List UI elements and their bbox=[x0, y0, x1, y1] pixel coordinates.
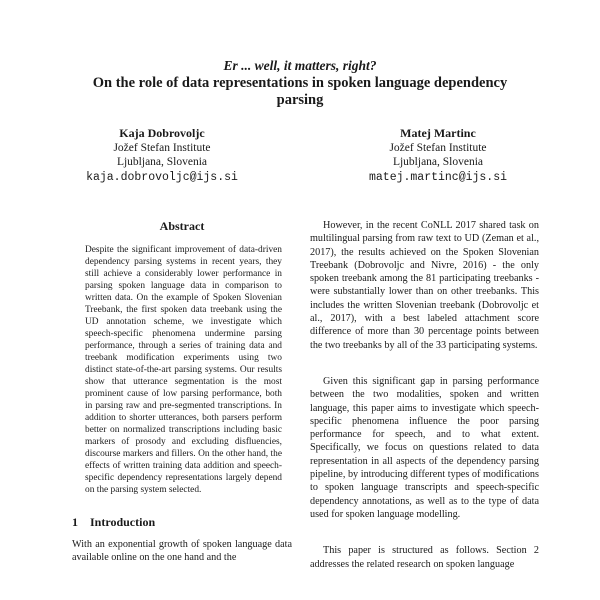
paper-subtitle: Er ... well, it matters, right? bbox=[223, 58, 377, 73]
right-column-paragraph-2: Given this significant gap in parsing performance between the two modalities, spoken and written language, this paper aims to investigate which speech-specific phenomena influence the poor parsing performance for speech, and to what extent. Specifically, we focus on questions related to data representation in all aspects of the dependency parsing pipeline, by introducing different types of modifications to spoken language transcripts and speech-specific dependency annotations, as well as to the type of data used for spoken language modelling. bbox=[310, 375, 539, 520]
author-1 bbox=[72, 126, 252, 185]
section-1-title: Introduction bbox=[90, 515, 156, 529]
author-2-name: Matej Martinc bbox=[400, 126, 476, 140]
two-column-body bbox=[72, 219, 538, 571]
abstract-text: Despite the significant improvement of data-driven dependency parsing systems in recent years, they still achieve a considerably lower performance in parsing spoken language data in comparison to written data. On the example of Spoken Slovenian Treebank, the first spoken data treebank using the UD annotation scheme, we investigate which speech-specific phenomena undermine parsing performance, through a series of training data and treebank modification experiments using two distinct state-of-the-art parsing systems. Our results show that utterance segmentation is the most prominent cause of low parsing performance, both in parsing raw and pre-segmented transcriptions. In addition to shorter utterances, both parsers perform better on normalized transcriptions including basic markers of prosody and excluding disfluencies, discourse markers and fillers. On the other hand, the effects of written training data addition and speech-specific dependency representations largely depend on the parsing system selected. bbox=[85, 245, 282, 495]
section-1-number: 1 bbox=[72, 515, 78, 529]
paper-title: On the role of data representations in spoken language dependency parsing bbox=[92, 75, 508, 108]
author-2-location: Ljubljana, Slovenia bbox=[392, 156, 484, 168]
author-2-email: matej.martinc@ijs.si bbox=[368, 171, 508, 184]
author-1-email: kaja.dobrovoljc@ijs.si bbox=[86, 171, 238, 184]
right-column-paragraph-3: This paper is structured as follows. Section 2 addresses the related research on spoken language bbox=[310, 545, 539, 570]
section-1-heading bbox=[72, 515, 292, 529]
right-column bbox=[310, 219, 539, 571]
right-column-paragraph-1: However, in the recent CoNLL 2017 shared task on multilingual parsing from raw text to UD (Zeman et al., 2017), the results achieved on the Spoken Slovenian Treebank (Dobrovoljc and Nivre, 2016) - the only spoken treebank among the 81 participating treebanks - were substantially lower than on other treebanks. This includes the written Slovenian treebank (Dobrovoljc et al., 2017), with a best labeled attachment score difference of more than 30 percentage points between the two treebanks by all of the 33 participating systems. bbox=[310, 220, 539, 351]
left-column bbox=[72, 219, 292, 571]
section-1-paragraph: With an exponential growth of spoken language data available online on the one hand and the bbox=[72, 539, 292, 564]
author-1-location: Ljubljana, Slovenia bbox=[116, 156, 208, 168]
title-block bbox=[80, 58, 520, 109]
abstract-heading: Abstract bbox=[159, 219, 205, 233]
author-2 bbox=[348, 126, 528, 185]
author-2-affiliation: Jožef Stefan Institute bbox=[389, 142, 487, 154]
author-1-affiliation: Jožef Stefan Institute bbox=[113, 142, 211, 154]
author-block bbox=[0, 126, 600, 185]
author-1-name: Kaja Dobrovoljc bbox=[119, 126, 205, 140]
